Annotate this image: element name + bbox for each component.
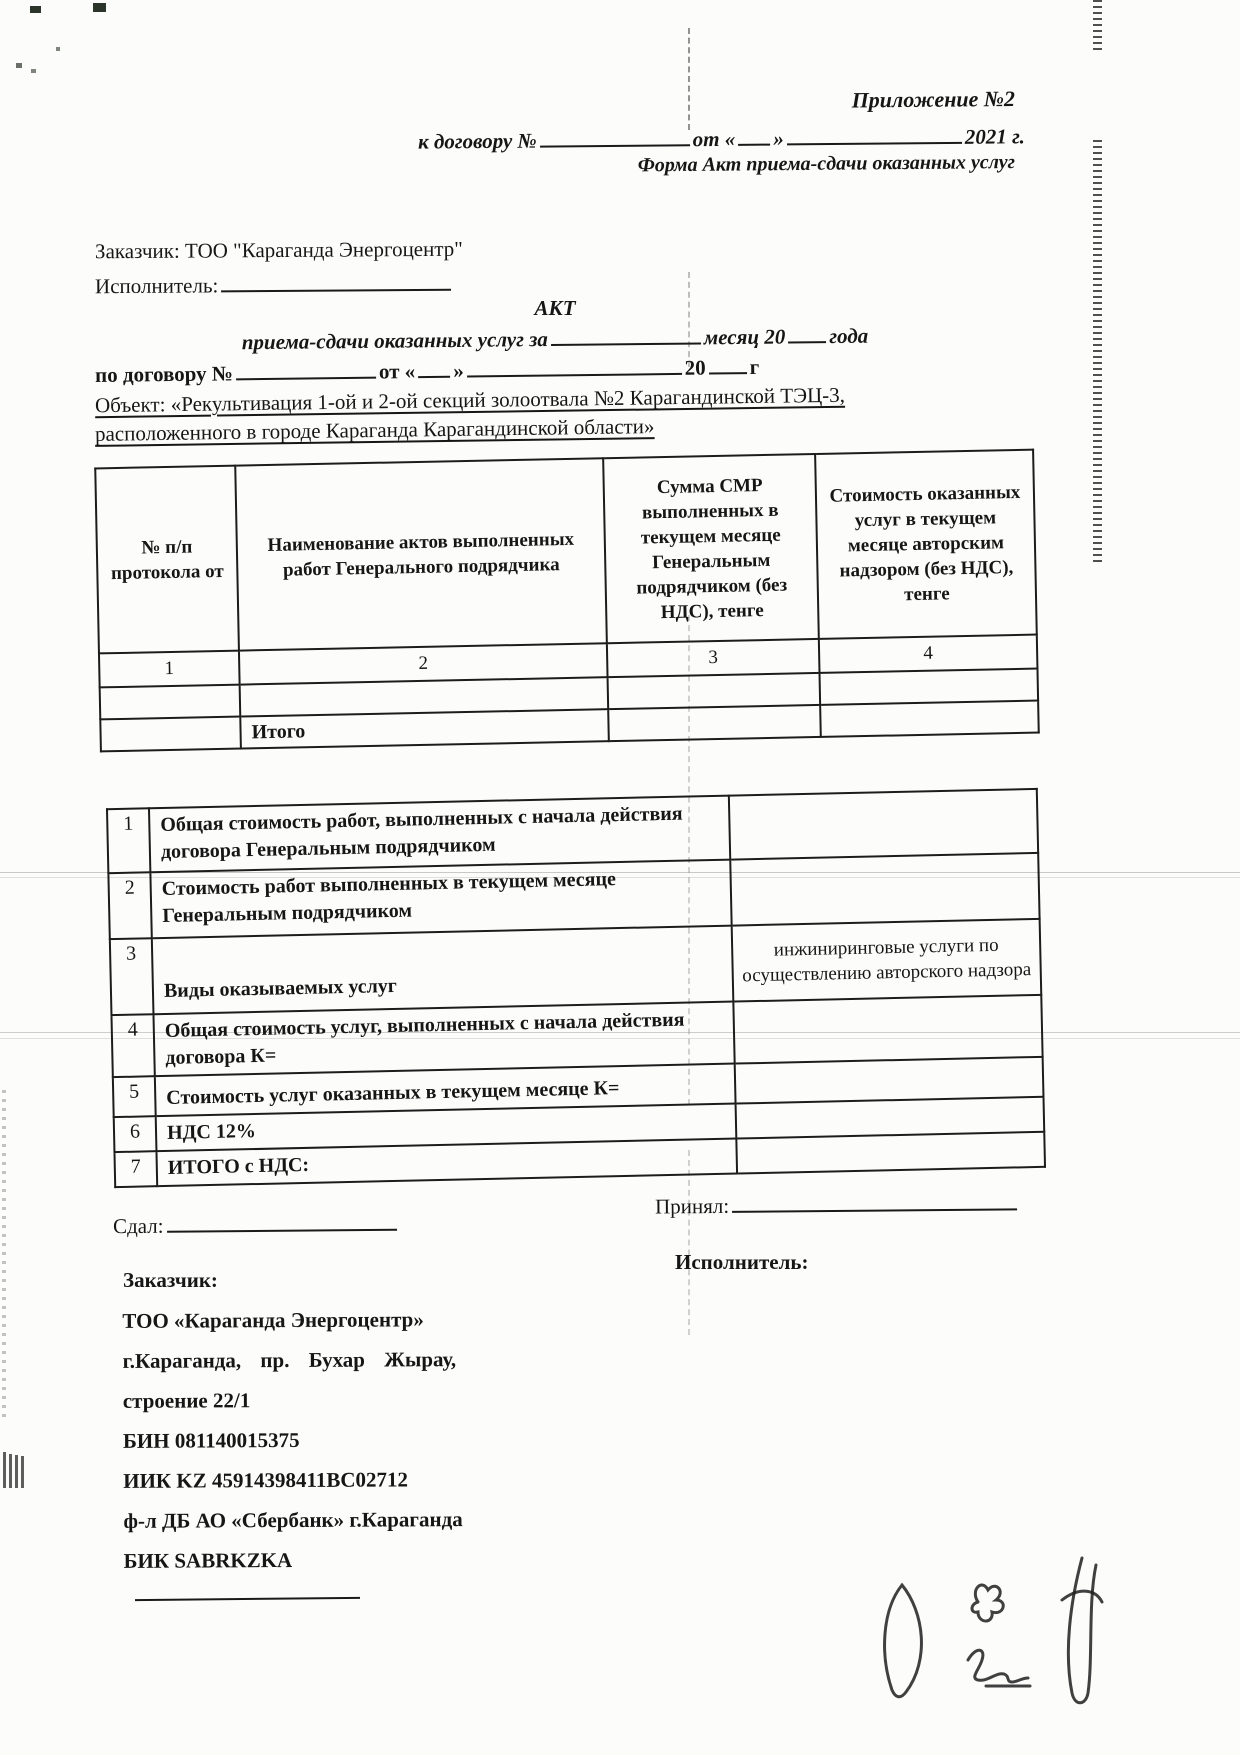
- page-edge-mark: [21, 1456, 24, 1488]
- t2-row-value: [729, 789, 1038, 860]
- t2-row-value: [733, 995, 1042, 1064]
- empty-cell: [820, 701, 1039, 737]
- header-contract-line: [418, 121, 1025, 154]
- empty-cell: [100, 717, 241, 752]
- requisite-bank: ф-л ДБ АО «Сбербанк» г.Караганда: [123, 1507, 463, 1533]
- object-line-1: Объект: «Рекультивация 1-ой и 2-ой секций золоотвала №2 Карагандинской ТЭЦ-3,: [94, 382, 846, 418]
- requisite-bin: БИН 081140015375: [122, 1427, 300, 1453]
- requisite-iik: ИИК KZ 45914398411BC02712: [123, 1467, 409, 1493]
- contract-line-pre: к договору №: [417, 128, 537, 154]
- t2-row-label: Виды оказываемых услуг: [152, 926, 734, 1015]
- t2-row-value: инжиниринговые услуги по осуществлению авторского надзора: [732, 919, 1042, 1002]
- requisite-address: г.Караганда, пр. Бухар Жырау,: [122, 1347, 457, 1373]
- scan-speck: [93, 3, 106, 12]
- t1-header-smr-sum: Сумма СМР выполненных в текущем месяце Генеральным подрядчиком (без НДС), тенге: [603, 454, 819, 643]
- t2-row-label: Общая стоимость работ, выполненных с начала действия договора Генеральным подрядчиком: [149, 796, 730, 873]
- t2-row-num: 2: [108, 872, 151, 939]
- empty-cell: [100, 685, 241, 720]
- page-edge-mark: [3, 1452, 6, 1488]
- blank-line: [709, 352, 747, 374]
- act-subtitle-line: [95, 319, 1015, 357]
- blank-line: [732, 1188, 1017, 1212]
- empty-cell: [608, 673, 821, 709]
- t1-header-acts-name: Наименование актов выполненных работ Генерального подрядчика: [235, 458, 607, 650]
- scan-speck: [30, 6, 41, 13]
- t1-colnum-4: 4: [819, 635, 1038, 673]
- t2-row-num: 7: [114, 1151, 157, 1187]
- t2-row-label: Стоимость услуг оказанных в текущем месяце К=: [155, 1064, 736, 1117]
- blank-line: [418, 356, 450, 378]
- act-subtitle-mid: месяц 20: [703, 324, 786, 350]
- t2-row-value: [735, 1057, 1044, 1104]
- t2-row-label: Стоимость работ выполненных в текущем месяце Генеральным подрядчиком: [150, 860, 731, 939]
- act-title: АКТ: [534, 296, 576, 320]
- act-contract-pre: по договору №: [94, 361, 234, 387]
- customer-line: Заказчик: ТОО "Караганда Энергоцентр": [94, 236, 463, 264]
- handed-line: [113, 1209, 400, 1239]
- requisite-company: ТОО «Караганда Энергоцентр»: [122, 1307, 424, 1333]
- t2-row-num: 4: [111, 1014, 154, 1077]
- blank-line: [236, 357, 376, 381]
- contract-line-year: 2021 г.: [964, 124, 1025, 149]
- t1-colnum-2: 2: [239, 643, 608, 684]
- contract-line-from: от «: [692, 126, 736, 152]
- t1-header-services-cost: Стоимость оказанных услуг в текущем месяце авторским надзором (без НДС), тенге: [815, 450, 1037, 639]
- act-subtitle-post: года: [829, 323, 869, 349]
- scan-speck: [31, 69, 36, 73]
- empty-cell: [608, 705, 821, 741]
- contract-line-quote: »: [773, 126, 784, 151]
- contractor-heading: Исполнитель:: [675, 1250, 809, 1274]
- customer-requisites: [122, 1299, 463, 1581]
- requisite-bik: БИК SABRKZKA: [123, 1548, 293, 1573]
- act-contract-line: [95, 352, 760, 388]
- received-label: Принял:: [654, 1193, 730, 1219]
- object-line-2: расположенного в городе Караганда Карагандинской области»: [94, 414, 655, 446]
- blank-line: [787, 122, 962, 145]
- appendix-label: Приложение №2: [851, 86, 1016, 113]
- t2-row-num: 5: [113, 1076, 156, 1117]
- t2-row-value: [730, 853, 1039, 926]
- t2-row-value: [736, 1132, 1045, 1174]
- signature-rule: [135, 1597, 360, 1601]
- t2-row-label: ИТОГО с НДС:: [156, 1139, 737, 1187]
- t2-row-num: 6: [114, 1116, 157, 1152]
- blank-line: [788, 321, 826, 343]
- act-contract-from: от «: [378, 359, 416, 384]
- received-line: [655, 1188, 1020, 1219]
- t1-colnum-1: 1: [99, 651, 240, 688]
- t1-header-protocol: № п/п протокола от: [95, 466, 239, 654]
- act-contract-year: 20: [684, 355, 706, 380]
- page-edge-artifact: [2, 1090, 6, 1420]
- scan-speck: [16, 63, 22, 68]
- t2-row-label: НДС 12%: [156, 1104, 737, 1152]
- acts-summary-table: [94, 449, 1040, 753]
- t1-total-label: Итого: [240, 709, 609, 748]
- fold-line-artifact: [688, 1150, 690, 1335]
- requisite-building: строение 22/1: [122, 1388, 251, 1413]
- blank-line: [551, 322, 701, 346]
- blank-line: [540, 124, 690, 147]
- blank-line: [738, 124, 770, 146]
- scan-speck: [56, 47, 60, 51]
- handwritten-signature-marks: [850, 1540, 1120, 1750]
- contractor-line: [95, 269, 454, 299]
- t2-row-num: 3: [110, 938, 154, 1015]
- scanner-edge-barcode-artifact: [1093, 0, 1102, 52]
- totals-table: [106, 788, 1046, 1188]
- blank-line: [221, 269, 451, 293]
- empty-cell: [820, 669, 1039, 705]
- page-edge-mark: [9, 1454, 12, 1488]
- t2-row-label: Общая стоимость услуг, выполненных с начала действия договора К=: [153, 1002, 734, 1077]
- act-contract-g: г: [749, 354, 760, 379]
- contractor-label: Исполнитель:: [94, 273, 219, 299]
- act-subtitle-pre: приема-сдачи оказанных услуг за: [241, 327, 548, 355]
- page-edge-mark: [15, 1455, 18, 1488]
- form-title: Форма Акт приема-сдачи оказанных услуг: [637, 151, 1016, 177]
- blank-line: [166, 1209, 396, 1233]
- act-contract-quote: »: [453, 358, 464, 383]
- scanner-edge-barcode-artifact: [1093, 140, 1102, 565]
- blank-line: [467, 353, 682, 378]
- handed-label: Сдал:: [112, 1213, 164, 1239]
- t2-row-num: 1: [107, 808, 150, 873]
- t1-colnum-3: 3: [607, 639, 820, 677]
- customer-heading: Заказчик:: [123, 1268, 218, 1292]
- table1-header-row: [95, 450, 1037, 654]
